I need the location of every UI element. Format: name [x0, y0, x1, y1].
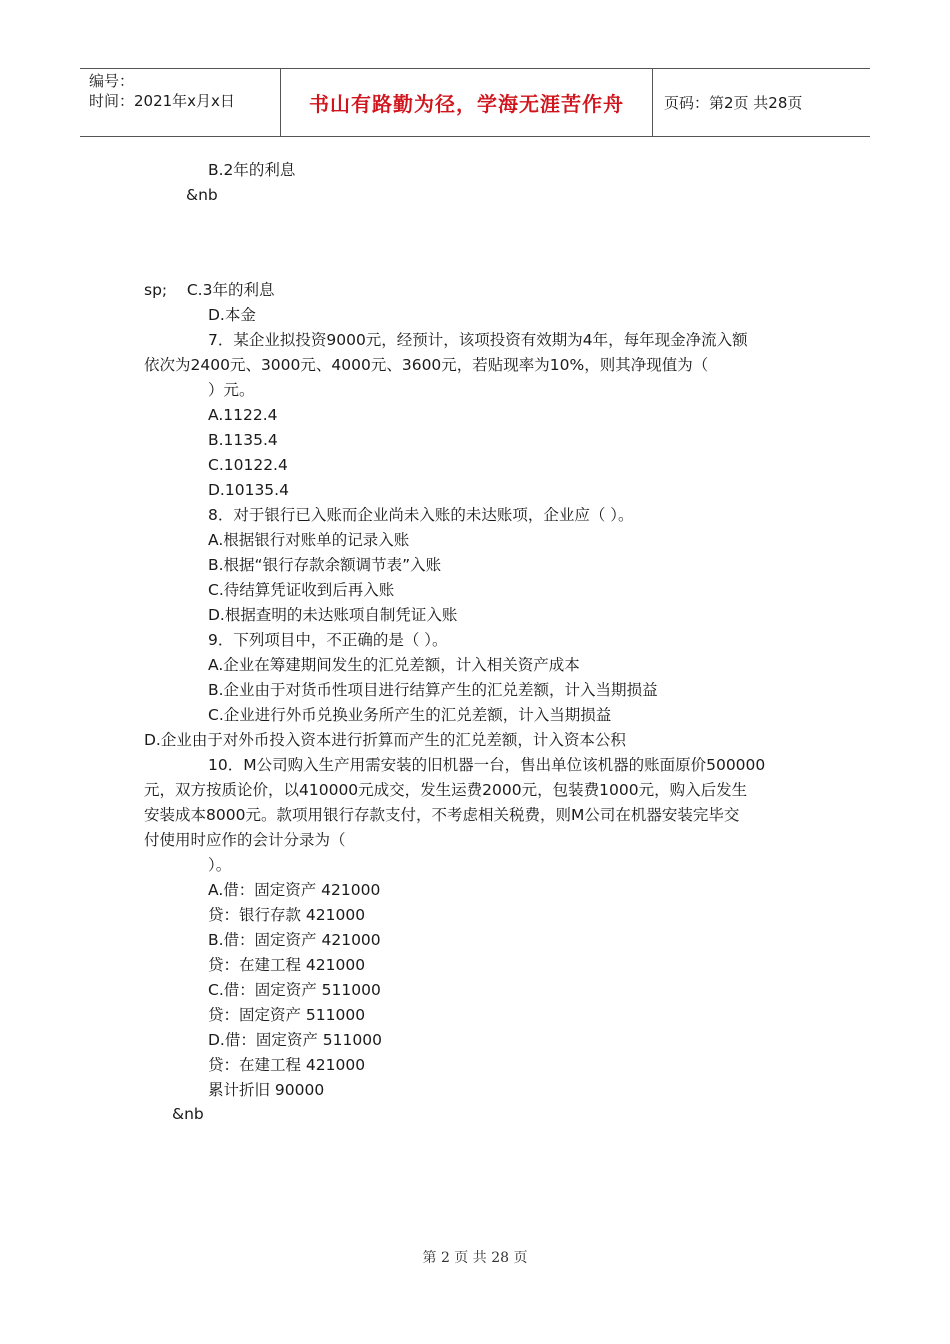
- option-line: A.1122.4: [208, 406, 278, 424]
- document-number-label: 编号：: [89, 72, 135, 90]
- question-7: 7．某企业拟投资9000元，经预计，该项投资有效期为4年，每年现金净流入额: [208, 331, 748, 349]
- header-meta-cell: [80, 69, 281, 136]
- option-line: 累计折旧 90000: [208, 1081, 325, 1099]
- header-motto-cell: [281, 69, 653, 136]
- question-10: 10．M公司购入生产用需安装的旧机器一台，售出单位该机器的账面原价500000: [208, 756, 766, 774]
- option-line: D.根据查明的未达账项自制凭证入账: [208, 606, 458, 624]
- option-line: B.根据“银行存款余额调节表”入账: [208, 556, 442, 574]
- header-page-cell: [653, 69, 870, 136]
- text-line: D.本金: [208, 306, 256, 324]
- document-time-label: 时间：2021年x月x日: [89, 92, 235, 110]
- text-line: 元，双方按质论价，以410000元成交，发生运费2000元，包装费1000元，购入后发生: [144, 781, 748, 799]
- text-line: sp; C.3年的利息: [144, 281, 275, 299]
- page-header: [80, 68, 870, 137]
- option-line: C.待结算凭证收到后再入账: [208, 581, 395, 599]
- header-motto: 书山有路勤为径，学海无涯苦作舟: [309, 92, 624, 116]
- option-line: 贷：固定资产 511000: [208, 1006, 366, 1024]
- option-line: A.根据银行对账单的记录入账: [208, 531, 410, 549]
- option-line: 贷：在建工程 421000: [208, 1056, 366, 1074]
- option-line: 贷：银行存款 421000: [208, 906, 366, 924]
- text-line: ）元。: [208, 381, 255, 399]
- text-line: 安装成本8000元。款项用银行存款支付，不考虑相关税费，则M公司在机器安装完毕交: [144, 806, 740, 824]
- option-line: D.企业由于对外币投入资本进行折算而产生的汇兑差额，计入资本公积: [144, 731, 626, 749]
- page-footer: 第 2 页 共 28 页: [422, 1250, 528, 1266]
- option-line: D.借：固定资产 511000: [208, 1031, 382, 1049]
- option-line: A.企业在筹建期间发生的汇兑差额，计入相关资产成本: [208, 656, 580, 674]
- header-page-number: 页码：第2页 共28页: [664, 94, 803, 112]
- option-line: B.1135.4: [208, 431, 278, 449]
- option-line: 贷：在建工程 421000: [208, 956, 366, 974]
- text-line: 付使用时应作的会计分录为（: [144, 831, 346, 849]
- option-line: D.10135.4: [208, 481, 289, 499]
- text-line: B.2年的利息: [208, 161, 296, 179]
- option-line: C.借：固定资产 511000: [208, 981, 381, 999]
- text-line: &nb: [186, 186, 218, 204]
- option-line: B.企业由于对货币性项目进行结算产生的汇兑差额，计入当期损益: [208, 681, 658, 699]
- option-line: B.借：固定资产 421000: [208, 931, 381, 949]
- text-line: 依次为2400元、3000元、4000元、3600元，若贴现率为10%，则其净现值为（: [144, 356, 709, 374]
- question-8: 8．对于银行已入账而企业尚未入账的未达账项，企业应（ ）。: [208, 506, 634, 524]
- text-line: &nb: [172, 1105, 204, 1123]
- option-line: C.10122.4: [208, 456, 288, 474]
- text-line: ）。: [208, 856, 232, 874]
- question-9: 9．下列项目中，不正确的是（ ）。: [208, 631, 448, 649]
- option-line: C.企业进行外币兑换业务所产生的汇兑差额，计入当期损益: [208, 706, 612, 724]
- option-line: A.借：固定资产 421000: [208, 881, 381, 899]
